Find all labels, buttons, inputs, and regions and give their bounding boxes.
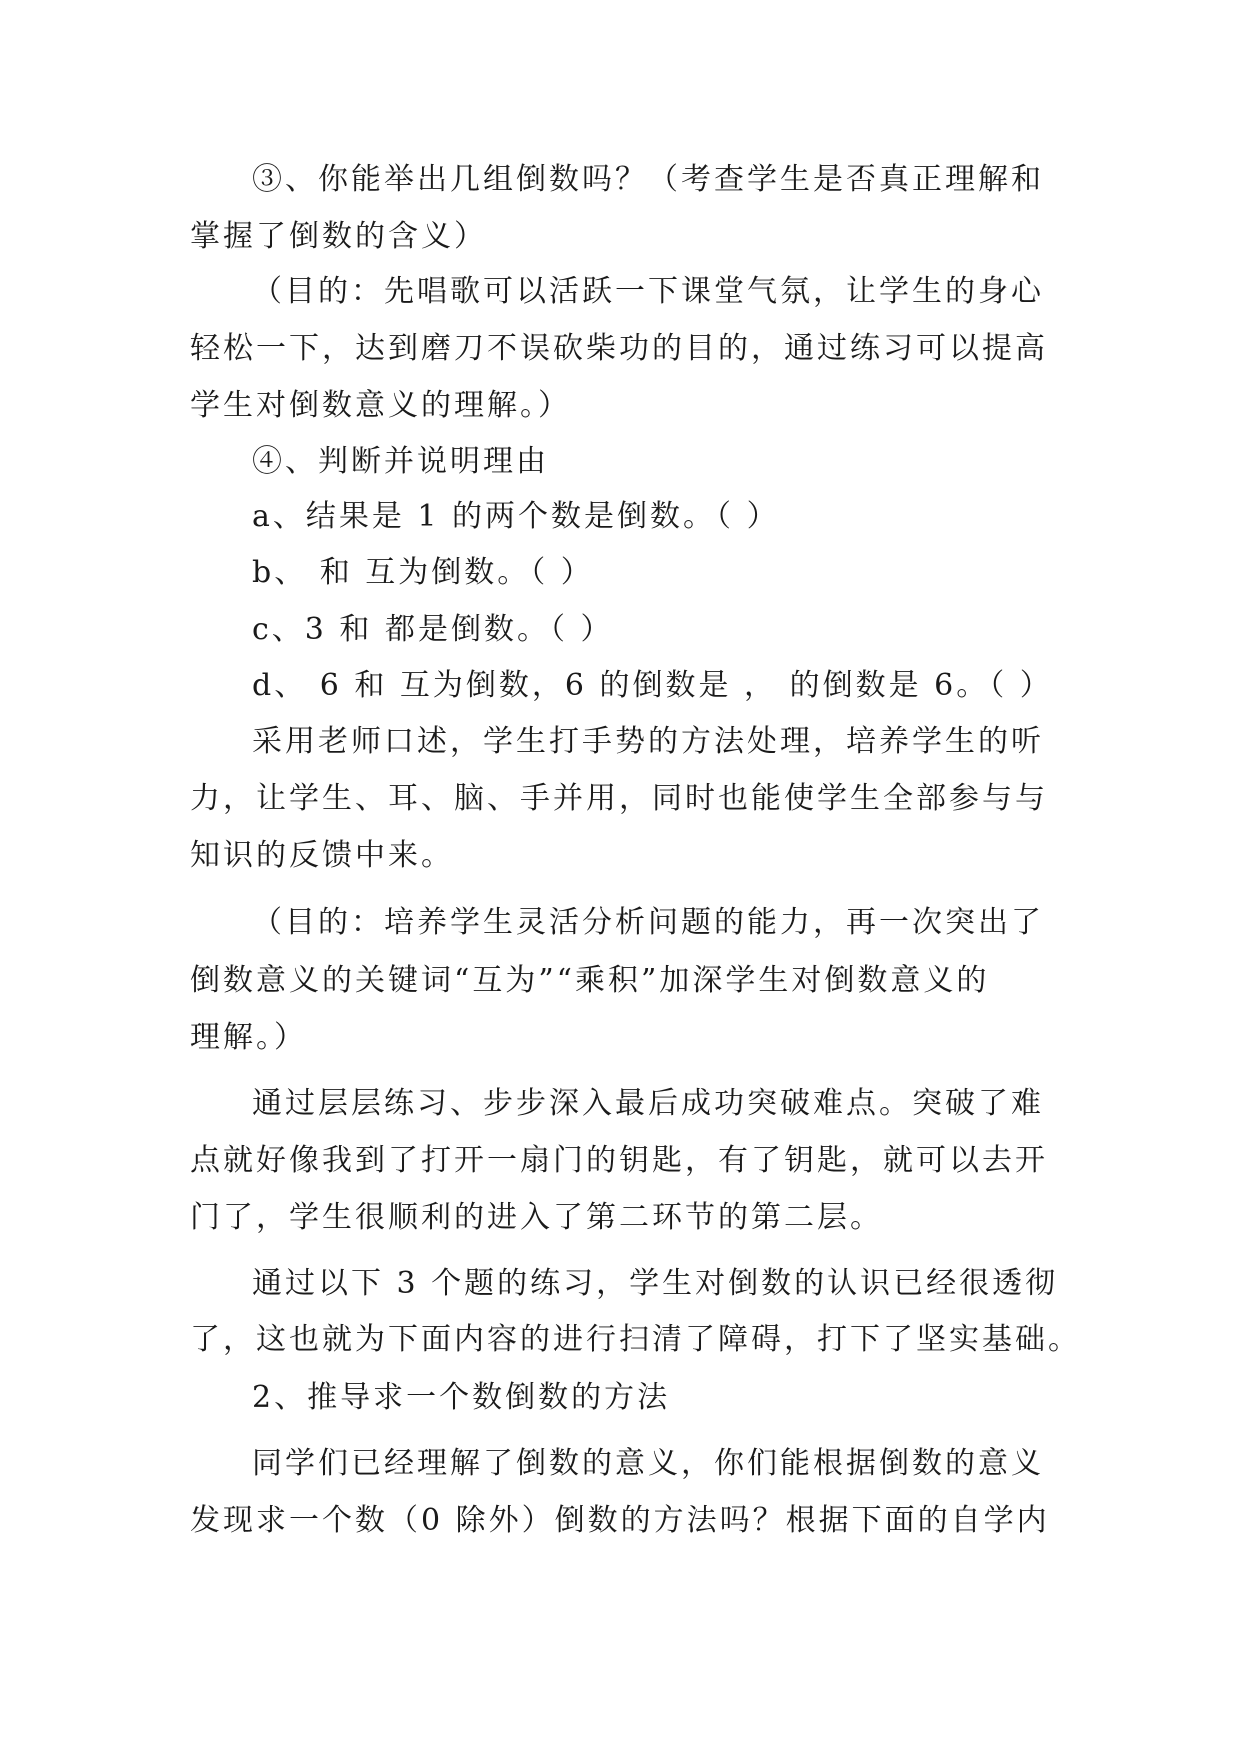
- text-line: 掌握了倒数的含义）: [190, 219, 487, 254]
- text-line: 知识的反馈中来。: [190, 838, 454, 873]
- text-line: 门了，学生很顺利的进入了第二环节的第二层。: [190, 1200, 883, 1235]
- text-line: 点就好像我到了打开一扇门的钥匙，有了钥匙，就可以去开: [190, 1143, 1048, 1178]
- text-line: b、 和 互为倒数。（ ）: [252, 555, 594, 590]
- text-line: 力，让学生、耳、脑、手并用，同时也能使学生全部参与与: [190, 781, 1048, 816]
- text-line: d、 6 和 互为倒数，6 的倒数是 ， 的倒数是 6。（ ）: [252, 668, 1053, 703]
- text-line: 采用老师口述，学生打手势的方法处理，培养学生的听: [252, 724, 1044, 759]
- text-line: a、结果是 1 的两个数是倒数。（ ）: [252, 499, 780, 534]
- text-line: 学生对倒数意义的理解。）: [190, 388, 571, 423]
- text-line: 倒数意义的关键词“互为”“乘积”加深学生对倒数意义的: [190, 963, 990, 998]
- text-line: 同学们已经理解了倒数的意义，你们能根据倒数的意义: [252, 1446, 1044, 1481]
- text-line: 通过层层练习、步步深入最后成功突破难点。突破了难: [252, 1086, 1044, 1121]
- text-line: 轻松一下，达到磨刀不误砍柴功的目的，通过练习可以提高: [190, 331, 1048, 366]
- text-line: 理解。）: [190, 1020, 307, 1055]
- text-line: 发现求一个数（0 除外）倒数的方法吗？根据下面的自学内: [190, 1503, 1050, 1538]
- text-line: 了，这也就为下面内容的进行扫清了障碍，打下了坚实基础。: [190, 1322, 1081, 1357]
- text-line: ③、你能举出几组倒数吗？（考查学生是否真正理解和: [252, 162, 1044, 197]
- text-line: 通过以下 3 个题的练习，学生对倒数的认识已经很透彻: [252, 1266, 1059, 1301]
- text-line: （目的：先唱歌可以活跃一下课堂气氛，让学生的身心: [252, 274, 1044, 309]
- text-line: 2、推导求一个数倒数的方法: [252, 1380, 671, 1415]
- text-line: c、3 和 都是倒数。（ ）: [252, 612, 614, 647]
- text-line: （目的：培养学生灵活分析问题的能力，再一次突出了: [252, 905, 1044, 940]
- text-line: ④、判断并说明理由: [252, 444, 549, 479]
